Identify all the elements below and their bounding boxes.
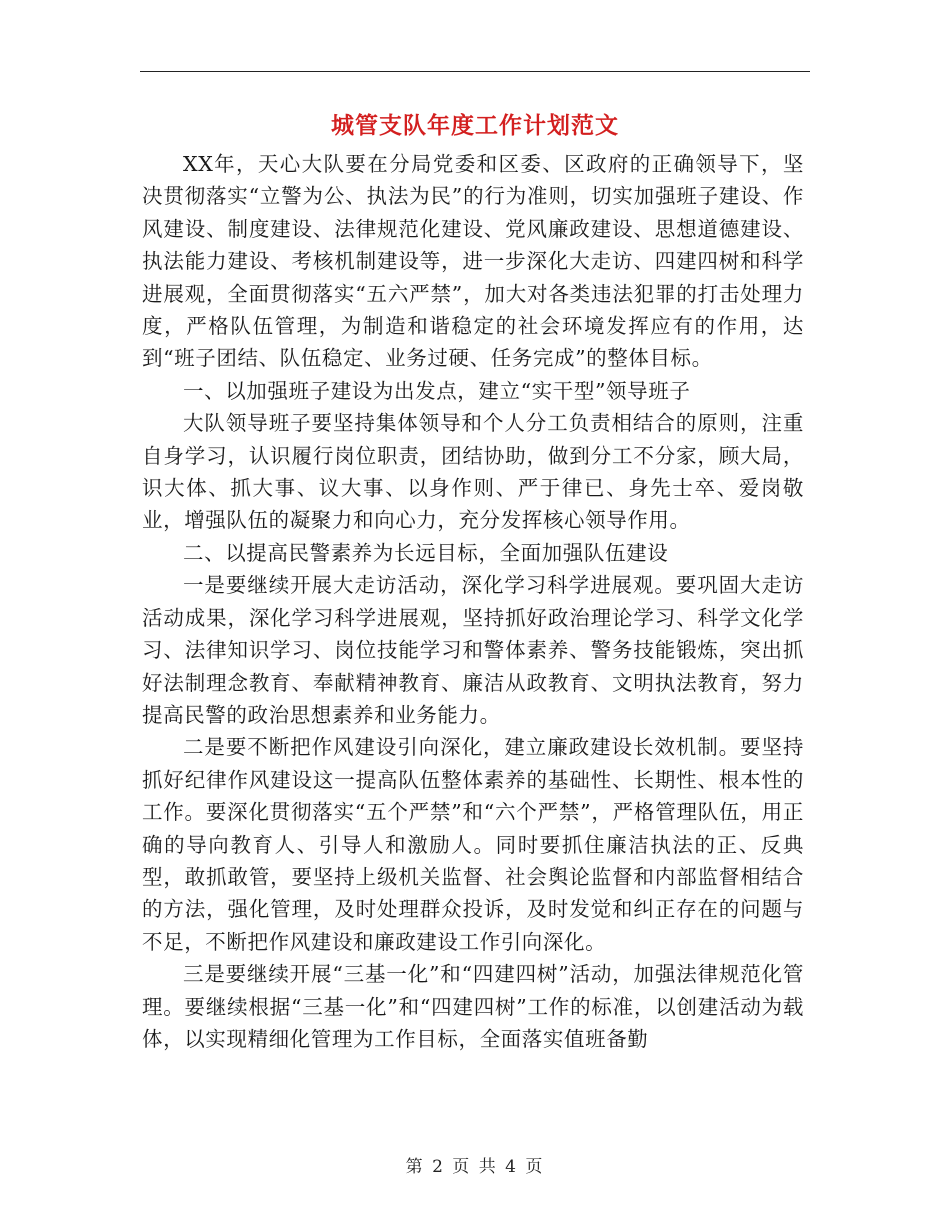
document-body bbox=[142, 148, 804, 1055]
paragraph-point-2: 二是要不断把作风建设引向深化，建立廉政建设长效机制。要坚持抓好纪律作风建设这一提高队伍整体素养的基础性、长期性、根本性的工作。要深化贯彻落实“五个严禁”和“六个严禁”，严格管理队伍，用正确的导向教育人、引导人和激励人。同时要抓住廉洁执法的正、反典型，敢抓敢管，要坚持上级机关监督、社会舆论监督和内部监督相结合的方法，强化管理，及时处理群众投诉，及时发觉和纠正存在的问题与不足，不断把作风建设和廉政建设工作引向深化。 bbox=[142, 735, 804, 954]
section-heading-2: 二、以提高民警素养为长远目标，全面加强队伍建设 bbox=[183, 540, 669, 565]
document-title: 城管支队年度工作计划范文 bbox=[331, 112, 619, 139]
header-rule bbox=[140, 71, 810, 72]
paragraph-point-3: 三是要继续开展“三基一化”和“四建四树”活动，加强法律规范化管理。要继续根据“三基一化”和“四建四树”工作的标准，以创建活动为载体，以实现精细化管理为工作目标，全面落实值班备勤 bbox=[142, 962, 804, 1051]
paragraph-intro: XX年，天心大队要在分局党委和区委、区政府的正确领导下，坚决贯彻落实“立警为公、执法为民”的行为准则，切实加强班子建设、作风建设、制度建设、法律规范化建设、党风廉政建设、思想道德建设、执法能力建设、考核机制建设等，进一步深化大走访、四建四树和科学进展观，全面贯彻落实“五六严禁”，加大对各类违法犯罪的打击处理力度，严格队伍管理，为制造和谐稳定的社会环境发挥应有的作用，达到“班子团结、队伍稳定、业务过硬、任务完成”的整体目标。 bbox=[142, 152, 804, 371]
page-number: 第 2 页 共 4 页 bbox=[405, 1157, 545, 1177]
section-heading-1: 一、以加强班子建设为出发点，建立“实干型”领导班子 bbox=[183, 378, 691, 403]
paragraph-point-1: 一是要继续开展大走访活动，深化学习科学进展观。要巩固大走访活动成果，深化学习科学进展观，坚持抓好政治理论学习、科学文化学习、法律知识学习、岗位技能学习和警体素养、警务技能锻炼，突出抓好法制理念教育、奉献精神教育、廉洁从政教育、文明执法教育，努力提高民警的政治思想素养和业务能力。 bbox=[142, 573, 804, 727]
paragraph-leadership: 大队领导班子要坚持集体领导和个人分工负责相结合的原则，注重自身学习，认识履行岗位职责，团结协助，做到分工不分家，顾大局，识大体、抓大事、议大事、以身作则、严于律已、身先士卒、爱岗敬业，增强队伍的凝聚力和向心力，充分发挥核心领导作用。 bbox=[142, 411, 804, 533]
